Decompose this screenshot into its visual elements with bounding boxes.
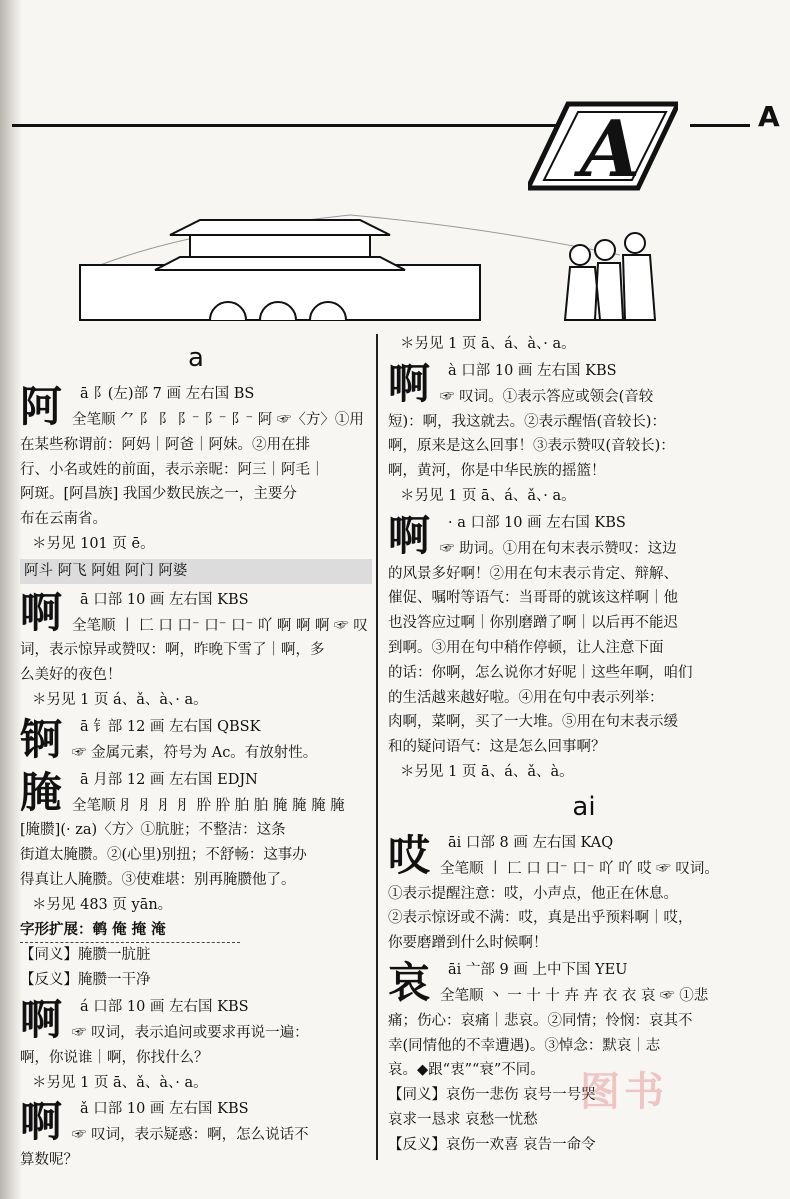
headword: 腌 [20, 767, 63, 817]
entry-line: ☞ 金属元素，符号为 Ac。有放射性。 [72, 744, 318, 761]
tiananmen-illustration [60, 195, 680, 330]
entry-line: ＊另见 1 页 á、ǎ、à、· a。 [32, 691, 208, 708]
entry-line: ①表示提醒注意：哎，小声点，他正在休息。 [388, 885, 678, 902]
antonym-line: 【反义】哀伤一欢喜 哀告一命令 [388, 1136, 596, 1153]
synonym-line: 【同义】哀伤一悲伤 哀号一号哭 [388, 1087, 596, 1104]
entry-line: 全笔顺 ⺼ ⺼ ⺼ ⺼ 肸 肸 胉 胉 腌 腌 腌 腌 [72, 797, 345, 814]
entry-line: ②表示惊讶或不满：哎，真是出乎预料啊｜哎， [388, 910, 693, 927]
entry-line: 催促、嘱咐等语气：当哥哥的就该这样啊｜他 [388, 590, 678, 607]
section-heading-a: a [188, 343, 204, 373]
entry-info: ā 钅部 12 画 左右国 QBSK [80, 718, 261, 735]
entry-line: 也没答应过啊｜你别磨蹭了啊｜以后再不能迟 [388, 615, 678, 632]
entry-info: ā 月部 12 画 左右国 EDJN [80, 771, 258, 788]
entry-info: ā 口部 10 画 左右国 KBS [80, 591, 249, 608]
entry-line: 到啊。③用在句中稍作停顿，让人注意下面 [388, 639, 664, 656]
entry-info: ǎ 口部 10 画 左右国 KBS [80, 1101, 249, 1118]
entry-info: à 口部 10 画 左右国 KBS [448, 362, 617, 379]
synonym-line: 哀求一恳求 哀愁一忧愁 [388, 1111, 538, 1128]
entry-line: 全笔顺 ⼁ ⼕ ⼝ ⼝⁻ ⼝⁻ ⼝⁻ 吖 啊 啊 啊 ☞ 叹 [72, 617, 368, 634]
entry-line: ＊另见 1 页 ā、á、ǎ、à。 [400, 763, 574, 780]
section-tab-letter: A [758, 100, 780, 133]
entry-line: 全笔顺 ⼁ ⼕ ⼝ ⼝⁻ ⼝⁻ 吖 吖 哎 ☞ 叹词。 [440, 860, 719, 877]
section-heading-ai: ai [572, 791, 596, 822]
entry-info: āi 口部 8 画 左右国 KAQ [448, 834, 614, 851]
entry-info: āi 亠部 9 画 上中下国 YEU [448, 961, 628, 978]
entry-line: 全笔顺 ⼂ ⼀ ⼗ ⼗ 卉 卉 衣 衣 哀 ☞ ①悲 [440, 987, 709, 1004]
column-divider [376, 334, 378, 1160]
entry-line: ☞ 叹词，表示追问或要求再说一遍： [72, 1024, 309, 1041]
antonym-line: 【反义】腌臜一干净 [20, 972, 151, 989]
entry-info: · a 口部 10 画 左右国 KBS [448, 514, 626, 531]
entry-line: ＊另见 1 页 ā、á、à、· a。 [400, 336, 576, 352]
headword: 哀 [388, 957, 431, 1007]
glyph-extension: 字形扩展：鹌 俺 掩 淹 [20, 918, 240, 944]
headword: 啊 [20, 1097, 63, 1147]
entry-line: 短)：啊，我这就去。②表示醒悟(音较长)： [388, 413, 666, 430]
publisher-watermark: 图书 [580, 1069, 668, 1115]
left-column [20, 336, 372, 1173]
entry-line: 你要磨蹭到什么时候啊！ [388, 935, 548, 952]
entry-line: 布在云南省。 [20, 511, 107, 528]
book-spine-shadow [0, 0, 22, 1199]
entry-line: 街道太腌臜。②(心里)别扭；不舒畅：这事办 [20, 847, 307, 864]
header-rule-right [690, 124, 750, 127]
word-extension-bar: 阿斗 阿飞 阿姐 阿门 阿婆 [20, 559, 372, 584]
entry-info: á 口部 10 画 左右国 KBS [80, 998, 249, 1015]
headword: 啊 [20, 587, 63, 637]
entry-line: ＊另见 1 页 ā、á、ǎ、· a。 [400, 487, 576, 504]
big-letter-glyph: A [580, 104, 641, 194]
entry-line: ＊另见 1 页 ā、ǎ、à、· a。 [32, 1074, 208, 1091]
headword: 哎 [388, 830, 431, 880]
entry-line: 哀。◆跟“衷”“衰”不同。 [388, 1062, 545, 1079]
headword: 锕 [20, 714, 63, 764]
entry-line: ☞ 叹词，表示疑惑：啊，怎么说话不 [72, 1127, 309, 1144]
entry-line: 啊，原来是这么回事！③表示赞叹(音较长)： [388, 438, 675, 455]
entry-line: 的风景多好啊！②用在句末表示肯定、辩解、 [388, 565, 678, 582]
entry-line: ☞ 叹词。①表示答应或领会(音较 [440, 388, 654, 405]
entry-info: ā 阝(左)部 7 画 左右国 BS [80, 386, 255, 402]
entry-line: 幸(同情他的不幸遭遇)。③悼念：默哀｜志 [388, 1037, 661, 1054]
big-letter-a-logo [528, 96, 678, 194]
entry-line: 的生活越来越好啦。④用在句中表示列举： [388, 689, 664, 706]
entry-line: 得真让人腌臜。③使难堪：别再腌臜他了。 [20, 871, 296, 888]
entry-line: 和的疑问语气：这是怎么回事啊？ [388, 739, 606, 756]
entry-line: 肉啊，菜啊，买了一大堆。⑤用在句末表示缓 [388, 714, 678, 731]
entry-line: ＊另见 101 页 ē。 [32, 535, 155, 552]
entry-line: 在某些称谓前：阿妈｜阿爸｜阿妹。②用在排 [20, 436, 310, 453]
entry-line: 词，表示惊异或赞叹：啊，昨晚下雪了｜啊，多 [20, 642, 325, 659]
entry-line: 痛；伤心：哀痛｜悲哀。②同情；怜悯：哀其不 [388, 1012, 693, 1029]
entry-line: 么美好的夜色！ [20, 667, 122, 684]
headword: 啊 [388, 510, 431, 560]
synonym-line: 【同义】腌臜一肮脏 [20, 947, 151, 964]
entry-line: [腌臜](· za)〈方〉①肮脏；不整洁：这条 [20, 822, 286, 839]
headword: 阿 [20, 382, 63, 431]
header-rule-left [12, 124, 572, 127]
headword: 啊 [20, 994, 63, 1044]
entry-line: 行、小名或姓的前面，表示亲昵：阿三｜阿毛｜ [20, 461, 325, 478]
headword: 啊 [388, 358, 431, 408]
entry-line: 啊，黄河，你是中华民族的摇篮！ [388, 463, 606, 480]
entry-line: ＊另见 483 页 yān。 [32, 896, 173, 913]
entry-line: 全笔顺 ⺈ ⻖ ⻖ ⻖⁻ ⻖⁻ ⻖⁻ 阿 ☞〈方〉①用 [72, 412, 364, 428]
right-column [388, 332, 780, 1158]
entry-line: ☞ 助词。①用在句末表示赞叹：这边 [440, 540, 677, 557]
entry-line: 的话：你啊，怎么说你才好呢｜这些年啊，咱们 [388, 664, 693, 681]
entry-line: 啊，你说谁｜啊，你找什么？ [20, 1049, 209, 1066]
entry-line: 算数呢？ [20, 1152, 78, 1169]
entry-line: 阿斑。[阿昌族] 我国少数民族之一，主要分 [20, 486, 297, 503]
